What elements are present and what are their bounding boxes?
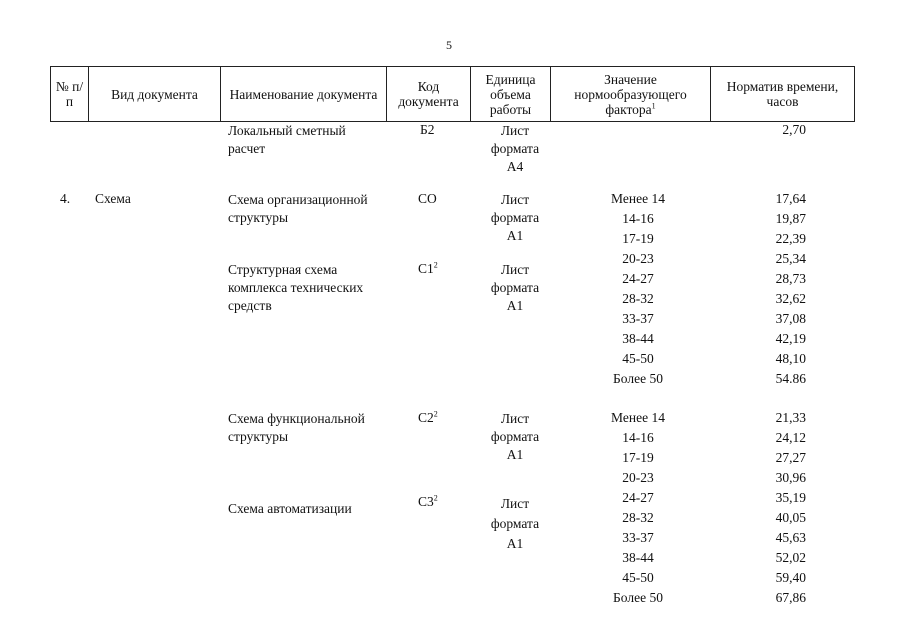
header-factor-footnote: 1: [651, 101, 656, 110]
doc-name: Схема автоматизации: [228, 501, 352, 516]
header-factor-text: Значение нормообразующего фактора: [574, 71, 687, 117]
doc-code-text: С2: [418, 410, 434, 425]
norm-value: 37,08: [775, 311, 806, 326]
doc-name: Структурная схема комплекса технических средств: [228, 262, 364, 313]
group1-values: [598, 189, 678, 389]
row-b2-name: Локальный сметный расчет: [228, 123, 346, 156]
factor-value: 33-37: [622, 530, 654, 545]
factor-value: 17-19: [622, 450, 654, 465]
factor-value: 20-23: [622, 470, 654, 485]
norm-value: 42,19: [775, 331, 806, 346]
doc-code-text: СО: [418, 191, 437, 206]
factor-value: 28-32: [622, 510, 654, 525]
factor-value: Более 50: [613, 371, 663, 386]
section-4-type: Схема: [95, 191, 131, 206]
norm-value: 52,02: [775, 550, 806, 565]
doc-name: Схема функциональной структуры: [228, 411, 365, 444]
doc-code-footnote: 2: [433, 409, 438, 419]
row-b2-code: Б2: [420, 122, 435, 137]
row-b2-norm: 2,70: [782, 122, 806, 137]
header-doc-name: Наименование документа: [221, 67, 387, 122]
doc-code-footnote: 2: [433, 260, 438, 270]
doc-code: [418, 191, 437, 207]
header-doc-code: Код документа: [387, 67, 471, 122]
header-factor: [551, 67, 711, 122]
doc-unit: Лист формата А1: [490, 496, 540, 551]
factor-value: 38-44: [622, 331, 654, 346]
factor-value: 20-23: [622, 251, 654, 266]
norm-value: 28,73: [775, 271, 806, 286]
norm-value: 59,40: [775, 570, 806, 585]
header-unit: Единица объема работы: [471, 67, 551, 122]
norm-value: 48,10: [775, 351, 806, 366]
factor-value: 24-27: [622, 490, 654, 505]
factor-value: 38-44: [622, 550, 654, 565]
doc-code: [418, 410, 438, 426]
doc-code-footnote: 2: [433, 493, 438, 503]
doc-code-text: С1: [418, 261, 434, 276]
row-b2-unit: Лист формата А4: [490, 123, 540, 174]
doc-code: [418, 494, 438, 510]
norm-value: 54.86: [775, 371, 806, 386]
factor-value: 17-19: [622, 231, 654, 246]
factor-value: 14-16: [622, 211, 654, 226]
doc-unit: Лист формата А1: [490, 411, 540, 462]
group1-norms: [748, 189, 806, 389]
norm-value: 35,19: [775, 490, 806, 505]
factor-value: 28-32: [622, 291, 654, 306]
factor-value: 24-27: [622, 271, 654, 286]
group2-values: [598, 408, 678, 608]
norm-value: 67,86: [775, 590, 806, 605]
norm-value: 30,96: [775, 470, 806, 485]
factor-value: 33-37: [622, 311, 654, 326]
norm-value: 40,05: [775, 510, 806, 525]
norm-value: 32,62: [775, 291, 806, 306]
factor-value: 14-16: [622, 430, 654, 445]
norm-value: 19,87: [775, 211, 806, 226]
page-number: 5: [446, 38, 452, 52]
section-4-num: 4.: [60, 191, 71, 206]
norm-value: 21,33: [775, 410, 806, 425]
doc-name: Схема организационной структуры: [228, 192, 368, 225]
header-num: № п/п: [51, 67, 89, 122]
doc-unit: Лист формата А1: [490, 262, 540, 313]
factor-value: 45-50: [622, 351, 654, 366]
doc-code: [418, 261, 438, 277]
norm-value: 45,63: [775, 530, 806, 545]
group2-norms: [748, 408, 806, 608]
table-header: [50, 66, 855, 122]
factor-value: Менее 14: [611, 191, 665, 206]
factor-value: Менее 14: [611, 410, 665, 425]
norm-value: 24,12: [775, 430, 806, 445]
doc-code-text: С3: [418, 494, 434, 509]
norm-value: 17,64: [775, 191, 806, 206]
header-doc-type: Вид документа: [89, 67, 221, 122]
factor-value: Более 50: [613, 590, 663, 605]
header-norm: Норматив времени, часов: [711, 67, 855, 122]
factor-value: 45-50: [622, 570, 654, 585]
norm-value: 27,27: [775, 450, 806, 465]
doc-unit: Лист формата А1: [490, 192, 540, 243]
norm-value: 25,34: [775, 251, 806, 266]
norm-value: 22,39: [775, 231, 806, 246]
